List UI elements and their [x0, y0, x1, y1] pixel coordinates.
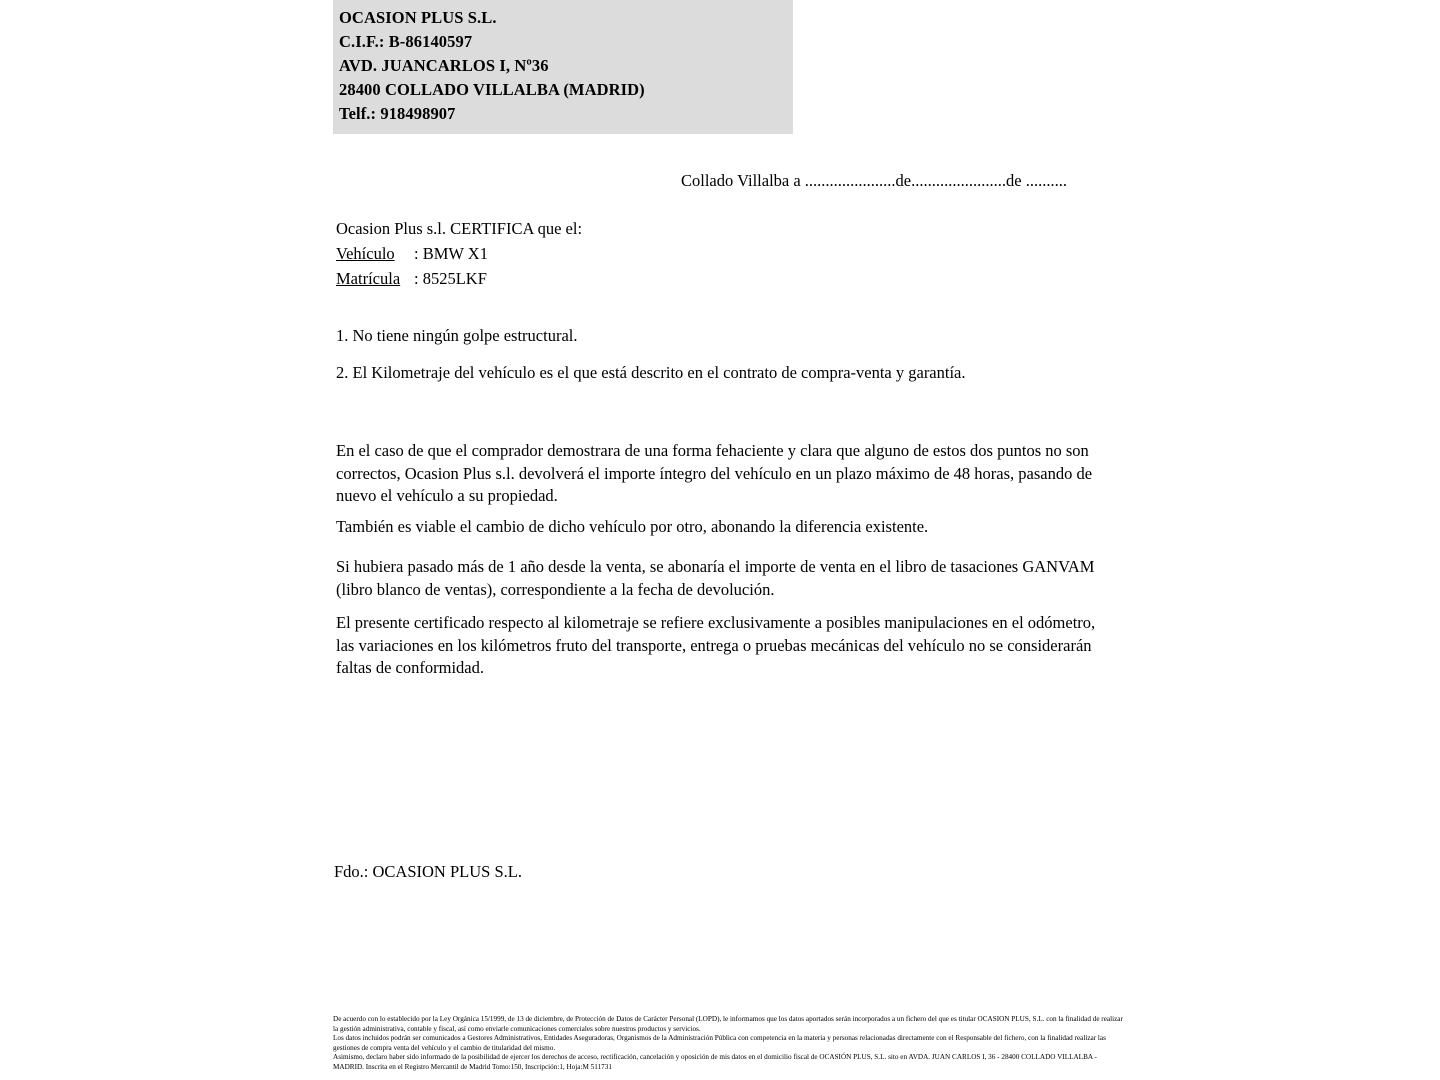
legal-footer-block-1: De acuerdo con lo establecido por la Ley Orgánica 15/1999, de 13 de diciembre, de Protección de Datos de Carácter Personal (LOPD), le informamos que los datos aportados serán incorporados a un fichero del que es titular OCASION PLUS, S.L. con la finalidad de realizar la gestión administrativa, contable y fiscal, así como enviarle comunicaciones comerciales sobre nuestros productos y servicios.: [333, 1015, 1123, 1033]
field-vehiculo-value: : BMW X1: [414, 244, 488, 263]
date-line: Collado Villalba a ......................de.......................de ..........: [681, 171, 1067, 190]
paragraph-odometer: El presente certificado respecto al kilometraje se refiere exclusivamente a posibles manipulaciones en el odómetro, las variaciones en los kilómetros fruto del transporte, entrega o pruebas mecánicas del vehículo no se considerarán faltas de conformidad.: [336, 613, 1096, 677]
field-matricula-label: Matrícula: [336, 269, 401, 288]
legal-footer-block-3: Asimismo, declaro haber sido informado de la posibilidad de ejercer los derechos de acceso, rectificación, cancelación y oposición de mis datos en el domicilio fiscal de OCASIÓN PLUS, S.L. sito en AVDA. JUAN CARLOS I, 36 - 28400 COLLADO VILLALBA - MADRID. Inscrita en el Registro Mercantil de Madrid Tomo:150, Inscripción:1, Hoja:M 511731: [333, 1053, 1097, 1071]
point-1: 1. No tiene ningún golpe estructural.: [336, 326, 578, 345]
certifies-block: [336, 216, 582, 291]
paragraph-ganvam: Si hubiera pasado más de 1 año desde la venta, se abonaría el importe de venta en el libro de tasaciones GANVAM (libro blanco de ventas), correspondiente a la fecha de devolución.: [336, 557, 1095, 599]
point-2: 2. El Kilometraje del vehículo es el que está descrito en el contrato de compra-venta y garantía.: [336, 363, 966, 382]
field-vehiculo-label: Vehículo: [336, 244, 395, 263]
company-header-block: [333, 0, 793, 134]
certifies-intro: Ocasion Plus s.l. CERTIFICA que el:: [336, 219, 583, 238]
field-matricula: [336, 266, 582, 291]
legal-footer-block-2: Los datos incluidos podrán ser comunicados a Gestores Administrativos, Entidades Aseguradoras, Organismos de la Administración Pública con competencia en la materia y personas relacionadas directamente con el Responsable del fichero, con la finalidad realizar las gestiones de compra venta del vehículo y el cambio de titularidad del mismo.: [333, 1034, 1106, 1052]
legal-footer: [333, 1015, 1123, 1073]
company-address-street: AVD. JUANCARLOS I, Nº36: [339, 56, 549, 75]
company-phone: Telf.: 918498907: [339, 104, 456, 123]
paragraph-refund: En el caso de que el comprador demostrara de una forma fehaciente y clara que alguno de estos dos puntos no son correctos, Ocasion Plus s.l. devolverá el importe íntegro del vehículo en un plazo máximo de 48 horas, pasando de nuevo el vehículo a su propiedad.: [336, 441, 1093, 505]
field-vehiculo: [336, 241, 582, 266]
signature-line: Fdo.: OCASION PLUS S.L.: [334, 862, 522, 881]
company-name: OCASION PLUS S.L.: [339, 8, 497, 27]
paragraph-exchange: También es viable el cambio de dicho vehículo por otro, abonando la diferencia existente.: [336, 517, 929, 536]
company-cif: C.I.F.: B-86140597: [339, 32, 473, 51]
field-matricula-value: : 8525LKF: [414, 269, 487, 288]
company-address-city: 28400 COLLADO VILLALBA (MADRID): [339, 80, 645, 99]
